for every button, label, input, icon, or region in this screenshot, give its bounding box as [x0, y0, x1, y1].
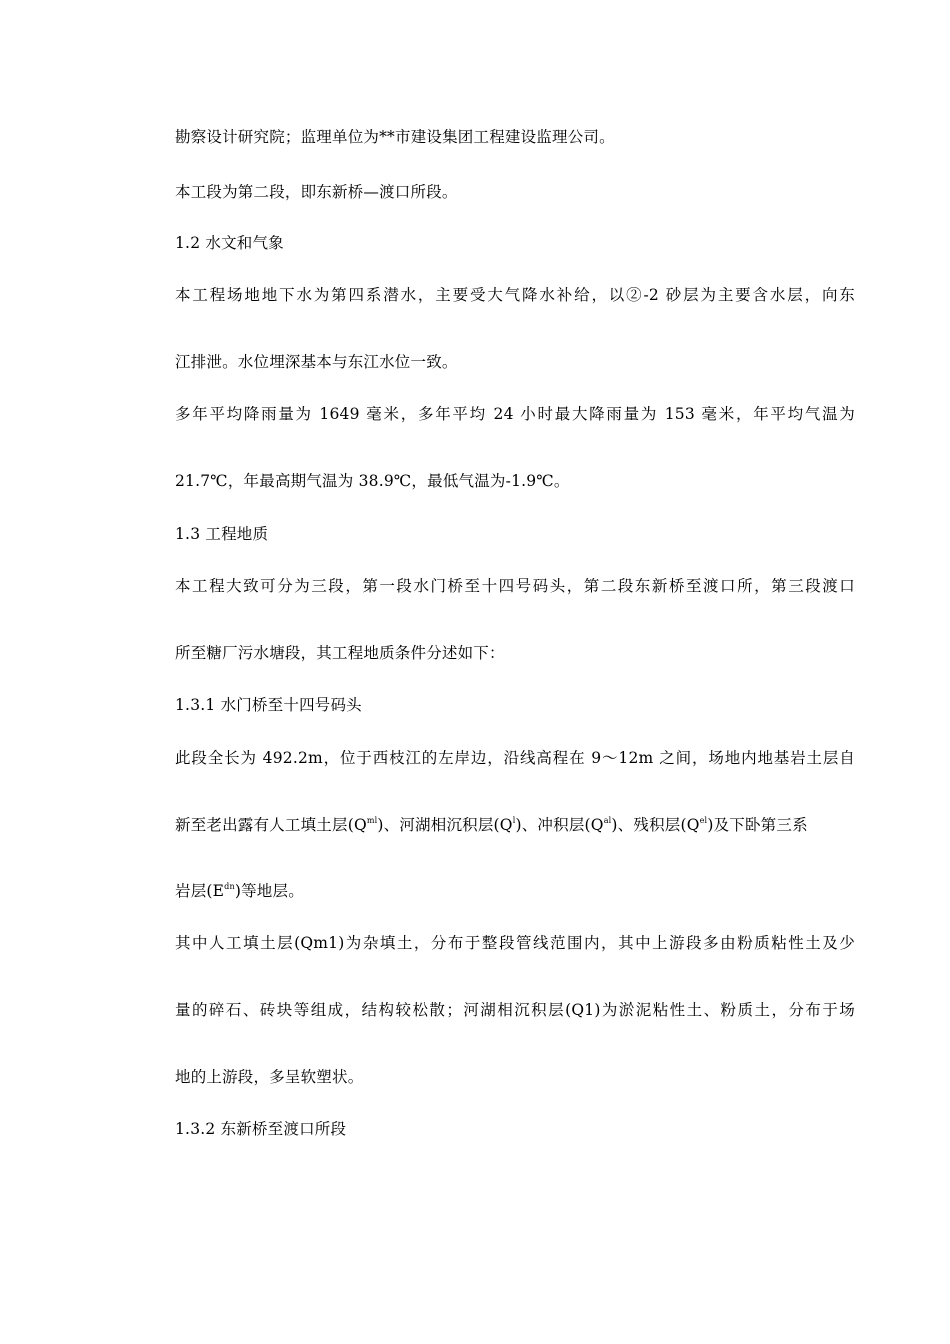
text-segment: )等地层。	[234, 882, 304, 900]
superscript: el	[699, 816, 708, 825]
text-line: 多年平均降雨量为 1649 毫米，多年平均 24 小时最大降雨量为 153 毫米，年平均气温为	[175, 405, 855, 423]
text-line-with-superscripts	[175, 881, 304, 901]
text-segment: 新至老出露有人工填土层(Q	[175, 816, 367, 834]
text-line: 本工段为第二段，即东新桥—渡口所段。	[175, 183, 458, 201]
section-heading: 1.3.2 东新桥至渡口所段	[175, 1120, 347, 1138]
text-line-with-superscripts	[175, 815, 855, 835]
superscript: al	[603, 816, 612, 825]
text-line: 地的上游段，多呈软塑状。	[175, 1068, 364, 1086]
superscript: l	[512, 816, 516, 825]
text-line: 勘察设计研究院；监理单位为**市建设集团工程建设监理公司。	[175, 128, 615, 146]
text-line: 量的碎石、砖块等组成，结构较松散；河湖相沉积层(Q1)为淤泥粘性土、粉质土，分布于场	[175, 1001, 855, 1019]
superscript: dn	[224, 882, 235, 891]
text-line: 本工程大致可分为三段，第一段水门桥至十四号码头，第二段东新桥至渡口所，第三段渡口	[175, 577, 855, 595]
text-line: 所至糖厂污水塘段，其工程地质条件分述如下：	[175, 644, 505, 662]
section-heading: 1.3 工程地质	[175, 525, 269, 543]
superscript: ml	[366, 816, 378, 825]
text-line: 21.7℃，年最高期气温为 38.9℃，最低气温为-1.9℃。	[175, 472, 570, 490]
text-line: 其中人工填土层(Qm1)为杂填土，分布于整段管线范围内，其中上游段多由粉质粘性土及少	[175, 934, 855, 952]
section-heading: 1.2 水文和气象	[175, 234, 284, 252]
text-segment: )、河湖相沉积层(Q	[377, 816, 513, 834]
text-segment: )、冲积层(Q	[515, 816, 604, 834]
text-line: 此段全长为 492.2m，位于西枝江的左岸边，沿线高程在 9～12m 之间，场地内地基岩土层自	[175, 749, 855, 767]
text-segment: )、残积层(Q	[611, 816, 700, 834]
text-segment: 岩层(E	[175, 882, 225, 900]
text-segment: )及下卧第三系	[707, 816, 808, 834]
text-line: 本工程场地地下水为第四系潜水，主要受大气降水补给，以②-2 砂层为主要含水层，向东	[175, 286, 855, 304]
section-heading: 1.3.1 水门桥至十四号码头	[175, 696, 362, 714]
text-line: 江排泄。水位埋深基本与东江水位一致。	[175, 353, 458, 371]
